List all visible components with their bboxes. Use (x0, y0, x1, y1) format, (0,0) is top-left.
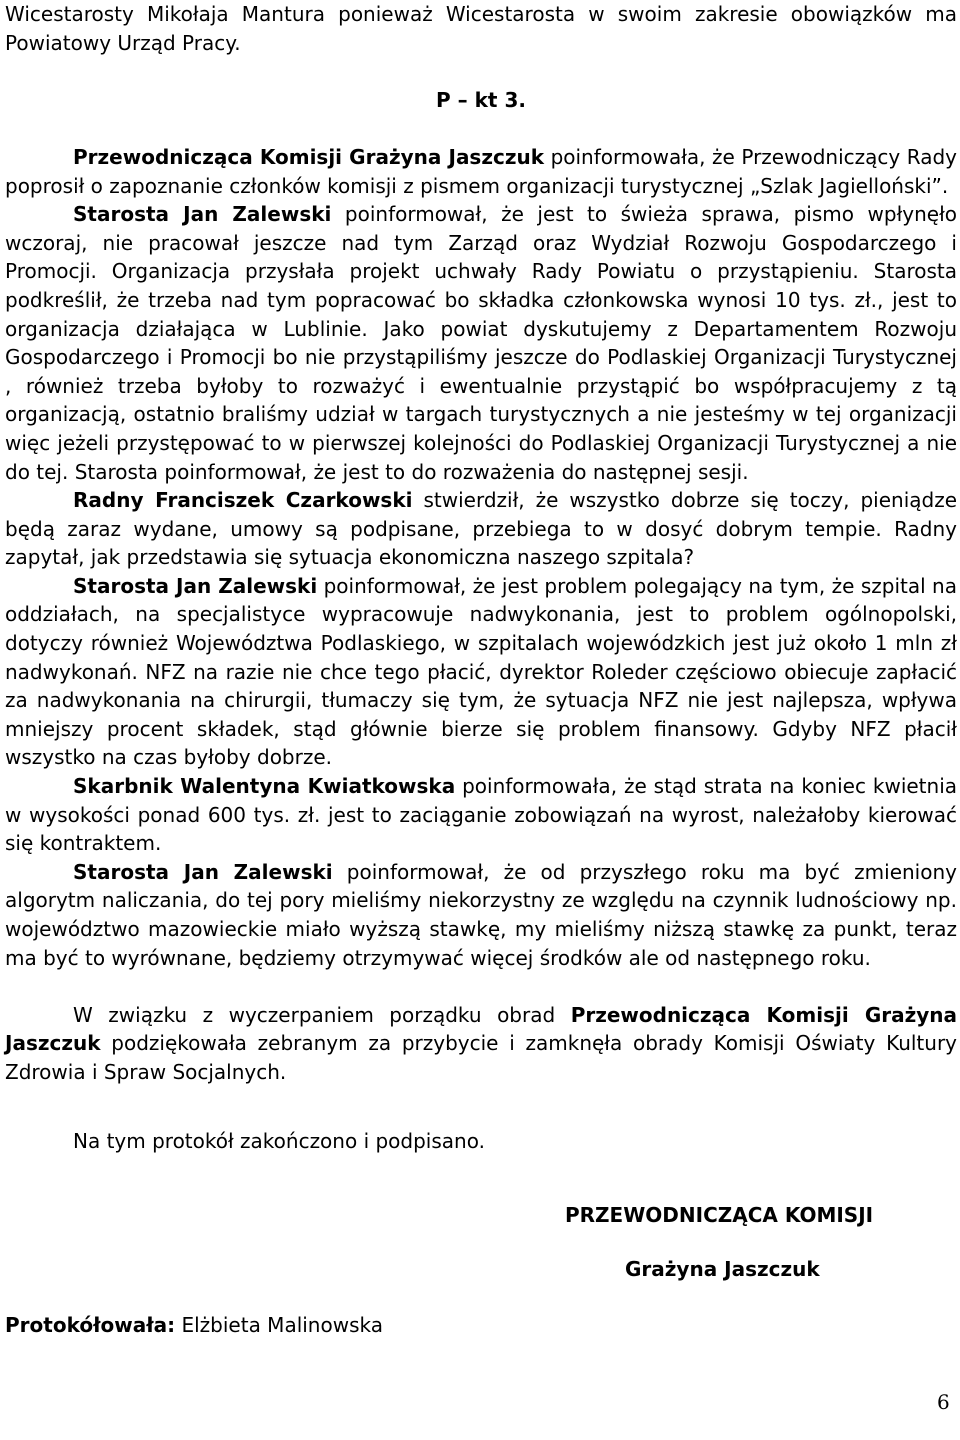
paragraph-text: poinformował, że jest to świeża sprawa, pismo wpłynęło wczoraj, nie pracował jeszcze nad tym Zarząd oraz Wydział Rozwoju Gospodarczego i Promocji. Organizacja przysłała projekt uchwały Rady Powiatu o przystąpieniu. Starosta podkreślił, że trzeba nad tym popracować bo składka członkowska wynosi 10 tys. zł., jest to organizacja działająca w Lublinie. Jako powiat dyskutujemy z Departamentem Rozwoju Gospodarczego i Promocji bo nie przystąpiliśmy jeszcze do Podlaskiej Organizacji Turystycznej , również trzeba byłoby to rozważyć i ewentualnie przystąpić bo współpracujemy z tą organizacją, ostatnio braliśmy udział w targach turystycznych a nie jesteśmy w tej organizacji więc jeżeli przystępować to w pierwszej kolejności do Podlaskiej Organizacji Turystycznej a nie do tej. Starosta poinformował, że jest to do rozważenia do następnej sesji. (5, 202, 957, 484)
document-body (5, 0, 957, 1155)
spacer (5, 1087, 957, 1127)
speaker-name: Skarbnik Walentyna Kwiatkowska (73, 774, 456, 799)
section-heading: P – kt 3. (436, 87, 526, 112)
page-number: 6 (937, 1390, 950, 1414)
paragraph-text: W związku z wyczerpaniem porządku obrad (73, 1002, 571, 1027)
speaker-name: Przewodnicząca Komisji Grażyna Jaszczuk (5, 1002, 957, 1056)
paragraph-text: poinformował, że jest problem polegający na tym, że szpital na oddziałach, na specjalistyce wypracowuje nadwykonania, jest to problem ogólnopolski, dotyczy również Województwa Podlaskiego, w szpitalach wojewódzkich jest już około 1 mln zł nadwykonań. NFZ na razie nie chce tego płacić, dyrektor Roleder częściowo obiecuje zapłacić za nadwykonania na chirurgii, tłumaczy się tym, że sytuacja NFZ nie jest najlepsza, wpływa mniejszy procent składek, stąd głównie bierze się problem finansowy. Gdyby NFZ płacił wszystko na czas byłoby dobrze. (5, 573, 957, 770)
paragraph-text: Wicestarosty Mikołaja Mantura ponieważ Wicestarosta w swoim zakresie obowiązków ma Powiatowy Urząd Pracy. (5, 2, 957, 55)
paragraph-chair-info (5, 143, 957, 200)
paragraph-closing-meeting (5, 1001, 957, 1087)
paragraph-starosta-3 (5, 858, 957, 972)
speaker-name: Przewodnicząca Komisji Grażyna Jaszczuk (73, 144, 545, 169)
closing-statement: Na tym protokół zakończono i podpisano. (73, 1128, 485, 1153)
paragraph-text: poinformowała, że stąd strata na koniec kwietnia w wysokości ponad 600 tys. zł. jest to zaciąganie zobowiązań na wyrost, należałoby kierować się kontraktem. (5, 774, 958, 856)
speaker-name: Starosta Jan Zalewski (73, 202, 332, 227)
signature-name: Grażyna Jaszczuk (625, 1257, 820, 1281)
paragraph-starosta-1 (5, 200, 957, 486)
paragraph-intro (5, 0, 957, 57)
paragraph-text: podziękowała zebranym za przybycie i zamknęła obrady Komisji Oświaty Kultury Zdrowia i Spraw Socjalnych. (5, 1031, 957, 1084)
speaker-name: Starosta Jan Zalewski (73, 573, 318, 598)
speaker-name: Starosta Jan Zalewski (73, 859, 333, 884)
recorder-line (5, 1313, 383, 1337)
paragraph-councillor (5, 486, 957, 572)
speaker-name: Radny Franciszek Czarkowski (73, 488, 413, 513)
spacer (5, 972, 957, 1001)
spacer (5, 114, 957, 143)
paragraph-text: stwierdził, że wszystko dobrze się toczy, pieniądze będą zaraz wydane, umowy są podpisane, przebiega to w dosyć dobrym tempie. Radny zapytał, jak przedstawia się sytuacja ekonomiczna naszego szpitala? (5, 488, 958, 570)
spacer (5, 57, 957, 86)
recorder-name: Elżbieta Malinowska (175, 1313, 383, 1337)
recorder-label: Protokółowała: (5, 1313, 176, 1337)
paragraph-starosta-2 (5, 572, 957, 772)
paragraph-text: poinformował, że od przyszłego roku ma być zmieniony algorytm naliczania, do tej pory mieliśmy niekorzystny ze względu na czynnik ludnościowy np. województwo mazowieckie miało wyższą stawkę, my mieliśmy niższą stawkę za punkt, teraz ma być to wyrównane, będziemy otrzymywać więcej środków ale od następnego roku. (5, 859, 957, 970)
paragraph-treasurer (5, 772, 957, 858)
paragraph-text: poinformowała, że Przewodniczący Rady poprosił o zapoznanie członków komisji z pismem organizacji turystycznej „Szlak Jagielloński”. (5, 144, 957, 198)
signature-title: PRZEWODNICZĄCA KOMISJI (565, 1203, 874, 1227)
